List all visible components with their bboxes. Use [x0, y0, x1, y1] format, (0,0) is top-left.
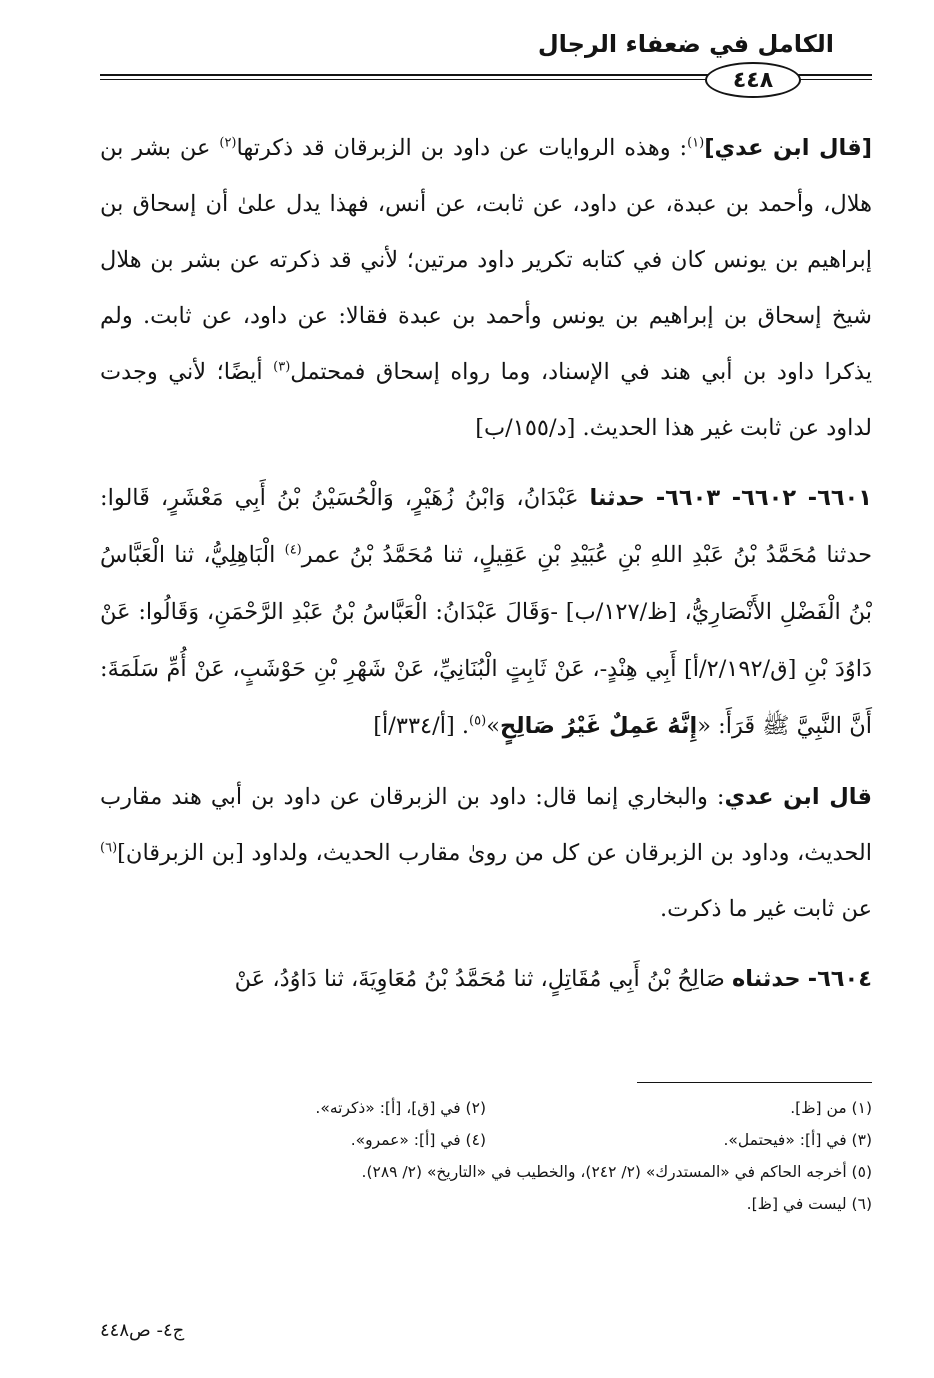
- text-run: صَالِحُ بْنُ أَبِي مُقَاتِلٍ، ثنا مُحَمَّدُ بْنُ مُعَاوِيَةَ، ثنا دَاوُدُ، عَنْ: [234, 966, 732, 992]
- text-run: . [أ/٣٣٤/أ]: [373, 713, 470, 739]
- footnote-ref: (١): [687, 135, 705, 151]
- text-run: : وهذه الروايات عن داود بن الزبرقان قد ذكرتها: [236, 135, 688, 161]
- footnote-row: [100, 1092, 872, 1124]
- footnote-row: [100, 1124, 872, 1156]
- haddathana-label: حدثنا: [589, 485, 645, 511]
- text-run: عن ثابت غير ما ذكرت.: [660, 896, 872, 922]
- footnotes: [100, 1092, 872, 1220]
- paragraph-hadith-6601: [100, 470, 872, 755]
- text-run: : والبخاري إنما قال: داود بن الزبرقان عن داود بن أبي هند مقارب الحديث، وداود بن الزبرقان عن كل من روىٰ مقارب الحديث، ولداود [بن الزبرقان]: [100, 784, 872, 866]
- paragraph-commentary-2: [100, 769, 872, 937]
- footnote-2: (٢) في [ق]، [أ]: «ذكرته».: [315, 1099, 486, 1117]
- paragraph-commentary-1: [100, 120, 872, 456]
- text-run: أيضًا؛ لأني وجدت لداود عن ثابت غير هذا الحديث. [د/١٥٥/ب]: [100, 359, 872, 441]
- running-title: الكامل في ضعفاء الرجال: [537, 30, 834, 58]
- footnote-ref: (٦): [100, 840, 118, 856]
- haddathana-label: حدثناه: [731, 966, 801, 992]
- quran-quote: إِنَّهُ عَمِلٌ غَيْرُ صَالِحٍ: [499, 713, 698, 739]
- speaker-label: [قال ابن عدي]: [704, 135, 873, 161]
- footnote-ref: (٥): [469, 713, 487, 729]
- page-body: [100, 120, 872, 1022]
- text-run: الْبَاهِلِيُّ، ثنا الْعَبَّاسُ بْنُ الْفَضْلِ الأَنْصَارِيُّ، [ظ/١٢٧/ب] -وَقَالَ عَبْدَانُ: الْعَبَّاسُ بْنُ عَبْدِ الرَّحْمَنِ، وَقَالُوا: عَنْ دَاوُدَ بْنِ [ق/٢/١٩٢/أ] أَبِي هِنْدٍ-، عَنْ ثَابِتٍ الْبُنَانِيِّ، عَنْ شَهْرِ بْنِ حَوْشَبٍ، عَنْ أُمِّ سَلَمَةَ: أَنَّ النَّبِيَّ ﷺ قَرَأَ: «: [100, 542, 873, 739]
- footnote-ref: (٢): [219, 135, 237, 151]
- footnote-3: (٣) في [أ]: «فيحتمل».: [723, 1131, 872, 1149]
- text-run: »: [486, 713, 500, 739]
- footnote-1: (١) من [ظ].: [790, 1099, 872, 1117]
- text-run: عَبْدَانُ، وَابْنُ زُهَيْرٍ، وَالْحُسَيْنُ بْنُ أَبِي مَعْشَرٍ، قَالوا: حدثنا مُحَمَّدُ بْنُ عَبْدِ اللهِ بْنِ عُبَيْدِ بْنِ عَقِيلٍ، ثنا مُحَمَّدُ بْنُ عمر: [100, 485, 872, 568]
- footnote-5: (٥) أخرجه الحاكم في «المستدرك» (٢/ ٢٤٢)، والخطيب في «التاريخ» (٢/ ٢٨٩).: [361, 1163, 872, 1181]
- speaker-label: قال ابن عدي: [724, 784, 872, 810]
- page-number: [705, 62, 801, 98]
- footnote-ref: (٣): [273, 359, 291, 375]
- footnote-ref: (٤): [284, 542, 302, 558]
- footnote-6: (٦) ليست في [ظ].: [746, 1195, 872, 1213]
- page-number-text: ٤٤٨: [732, 67, 774, 93]
- hadith-number: ٦٦٠٤-: [807, 966, 872, 992]
- footnote-separator: [100, 1082, 872, 1083]
- hadith-numbers: ٦٦٠١- ٦٦٠٢- ٦٦٠٣-: [655, 485, 873, 511]
- volume-page-reference: ج٤- ص٤٤٨: [100, 1320, 185, 1341]
- paragraph-hadith-6604: [100, 951, 872, 1008]
- footnote-4: (٤) في [أ]: «عمرو».: [350, 1131, 486, 1149]
- text-run: عن بشر بن هلال، وأحمد بن عبدة، عن داود، عن ثابت، عن أنس، فهذا يدل علىٰ أن إسحاق بن إبراهيم بن يونس كان في كتابه تكرير داود مرتين؛ لأني قد ذكرته عن بشر بن هلال شيخ إسحاق بن إبراهيم بن يونس وأحمد بن عبدة فقالا: عن داود، عن ثابت. ولم يذكرا داود بن أبي هند في الإسناد، وما رواه إسحاق فمحتمل: [100, 135, 872, 385]
